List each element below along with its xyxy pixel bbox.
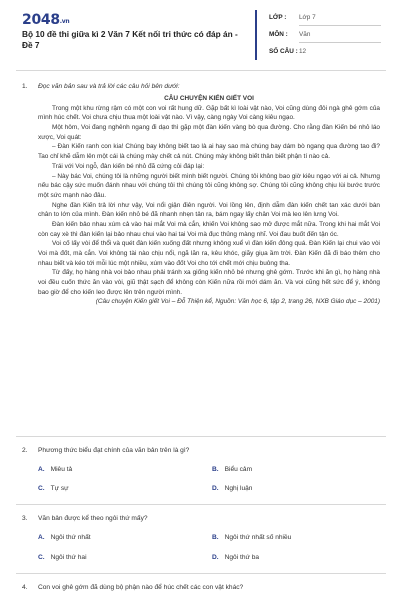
section-divider	[16, 436, 386, 437]
option-c[interactable]: C. Ngôi thứ hai	[38, 554, 87, 561]
option-row	[16, 534, 386, 544]
meta-underline	[299, 25, 381, 26]
passage-paragraph: Trái với Voi ngỗ, đàn kiến bé nhỏ đã cứng cỏi đáp lại:	[52, 162, 205, 170]
passage-paragraph: – Này bác Voi, chúng tôi là những người biết mình biết người. Chúng tôi không bao giờ kiêu ngạo với ai cả. Nhưng nếu bác cậy sức muốn đánh nhau với chúng tôi thì chúng tôi cũng không sợ. Chúng tôi cũng không chịu lùi bước trước một sức mạnh nào đâu.	[38, 172, 380, 199]
option-row	[16, 554, 386, 564]
section-divider	[16, 504, 386, 505]
meta-subject-value: Văn	[299, 31, 311, 38]
option-b[interactable]: B. Biểu cảm	[212, 466, 253, 473]
option-d[interactable]: D. Nghị luận	[212, 485, 253, 492]
question-number: 1.	[22, 83, 28, 90]
question-number: 4.	[22, 584, 28, 591]
header-divider	[255, 10, 257, 60]
option-a[interactable]: A. Ngôi thứ nhất	[38, 534, 91, 541]
question-text: Phương thức biểu đạt chính của văn bản trên là gì?	[38, 447, 190, 454]
passage-citation: (Câu chuyện Kiến giết Voi – Đỗ Thiện kể, Nguồn: Văn học 6, tập 2, trang 26, NXB Giáo dục – 2001)	[95, 298, 380, 306]
passage-paragraph: Một hôm, Voi đang nghênh ngang đi dạo thì gặp một đàn kiến vàng bò qua đường. Cho rằng đàn Kiến bé nhỏ láo xược, Voi quát:	[38, 124, 380, 141]
section-divider	[16, 573, 386, 574]
option-d[interactable]: D. Ngôi thứ ba	[212, 554, 260, 561]
question-number: 2.	[22, 447, 28, 454]
section-divider	[16, 70, 386, 71]
question-text: Con voi ghê gớm đã dùng bộ phận nào để húc chết các con vật khác?	[38, 584, 244, 591]
option-b[interactable]: B. Ngôi thứ nhất số nhiều	[212, 534, 292, 541]
passage-paragraph: Trong một khu rừng rậm có một con voi rất hung dữ. Gặp bất kì loài vật nào, Voi cũng dùng đôi ngà ghê gớm của mình húc chết. Voi chưa chịu thua một loài vật nào. Vì vậy, càng ngày Voi càng kiêu ngạo.	[38, 104, 380, 122]
option-c[interactable]: C. Tự sự	[38, 485, 69, 492]
passage-paragraph: – Đàn Kiến ranh con kia! Chúng bay không biết tao là ai hay sao mà chúng bay dám bò ngang qua đường tao đi? Tao chỉ khẽ dẫm lên một cái là chúng mày chết cả nút. Chúng mày không biết thân biết phận tí nào cả.	[38, 143, 380, 161]
meta-class-label: LỚP :	[269, 14, 287, 21]
question-text: Văn bản được kể theo ngôi thứ mấy?	[38, 515, 148, 522]
passage-paragraph: Từ đấy, họ hàng nhà voi bảo nhau phải tránh xa giống kiến nhỏ bé nhưng ghê gớm. Trước khi ăn gì, họ hàng nhà voi đều cuốn thức ăn vào vòi, giũ thật sạch để không còn Kiến nữa rồi mới dám ăn. Và voi cũng hết sức để ý, không bao giờ để cho kiến leo được lên trên người mình.	[38, 269, 380, 296]
option-row	[16, 485, 386, 495]
passage-paragraph: Voi cố lấy vòi để thổi và quét đàn kiến xuống đất nhưng không xuể vì đàn kiến đông quá. Đàn Kiến lại chui vào vòi Voi mà đốt, mà cắn. Voi không tài nào chịu nổi, ngã lăn ra, kêu khóc, giãy giụa ầm trời. Đàn Kiến đã đi báo thêm cho nhau biết và kéo tới mỗi lúc một nhiều, xúm vào đốt Voi cho tới chết mới chịu buông tha.	[38, 240, 380, 267]
meta-class-value: Lớp 7	[299, 14, 316, 21]
passage-paragraph: Đàn kiến bảo nhau xúm cả vào hai mắt Voi mà cắn, khiến Voi không sao mở được mắt nữa. Trong khi hai mắt Voi còn cay xè thì đàn kiến lại bảo nhau chui vào hai tai Voi mà đục thủng màng nhĩ. Voi đau buốt đến tận óc.	[38, 220, 380, 238]
meta-count-label: SỐ CÂU :	[269, 48, 298, 55]
document-title: Bộ 10 đề thi giữa kì 2 Văn 7 Kết nối tri thức có đáp án - Đề 7	[22, 29, 238, 50]
option-row	[16, 466, 386, 476]
question-text: Đọc văn bản sau và trả lời các câu hỏi bên dưới:	[38, 83, 180, 90]
page-header	[16, 10, 386, 60]
logo-suffix: .vn	[59, 18, 70, 25]
site-logo[interactable]	[22, 12, 69, 28]
reading-passage	[38, 94, 380, 307]
meta-count-value: 12	[299, 48, 307, 55]
passage-title: CÂU CHUYỆN KIẾN GIẾT VOI	[164, 95, 254, 102]
meta-underline	[299, 42, 381, 43]
question-number: 3.	[22, 515, 28, 522]
passage-paragraph: Nghe đàn Kiến trả lời như vậy, Voi nổi giận điên người. Voi lồng lên, định dẫm đàn kiến chết tan xác dưới bàn chân to lớn của mình. Đàn kiến nhỏ bé đã nhanh nhẹn tản ra, bám ngay lấy chân Voi mà leo lên lưng Voi.	[38, 201, 380, 219]
option-a[interactable]: A. Miêu tả	[38, 466, 73, 473]
meta-subject-label: MÔN :	[269, 31, 288, 38]
logo-main: 2048	[22, 12, 60, 28]
